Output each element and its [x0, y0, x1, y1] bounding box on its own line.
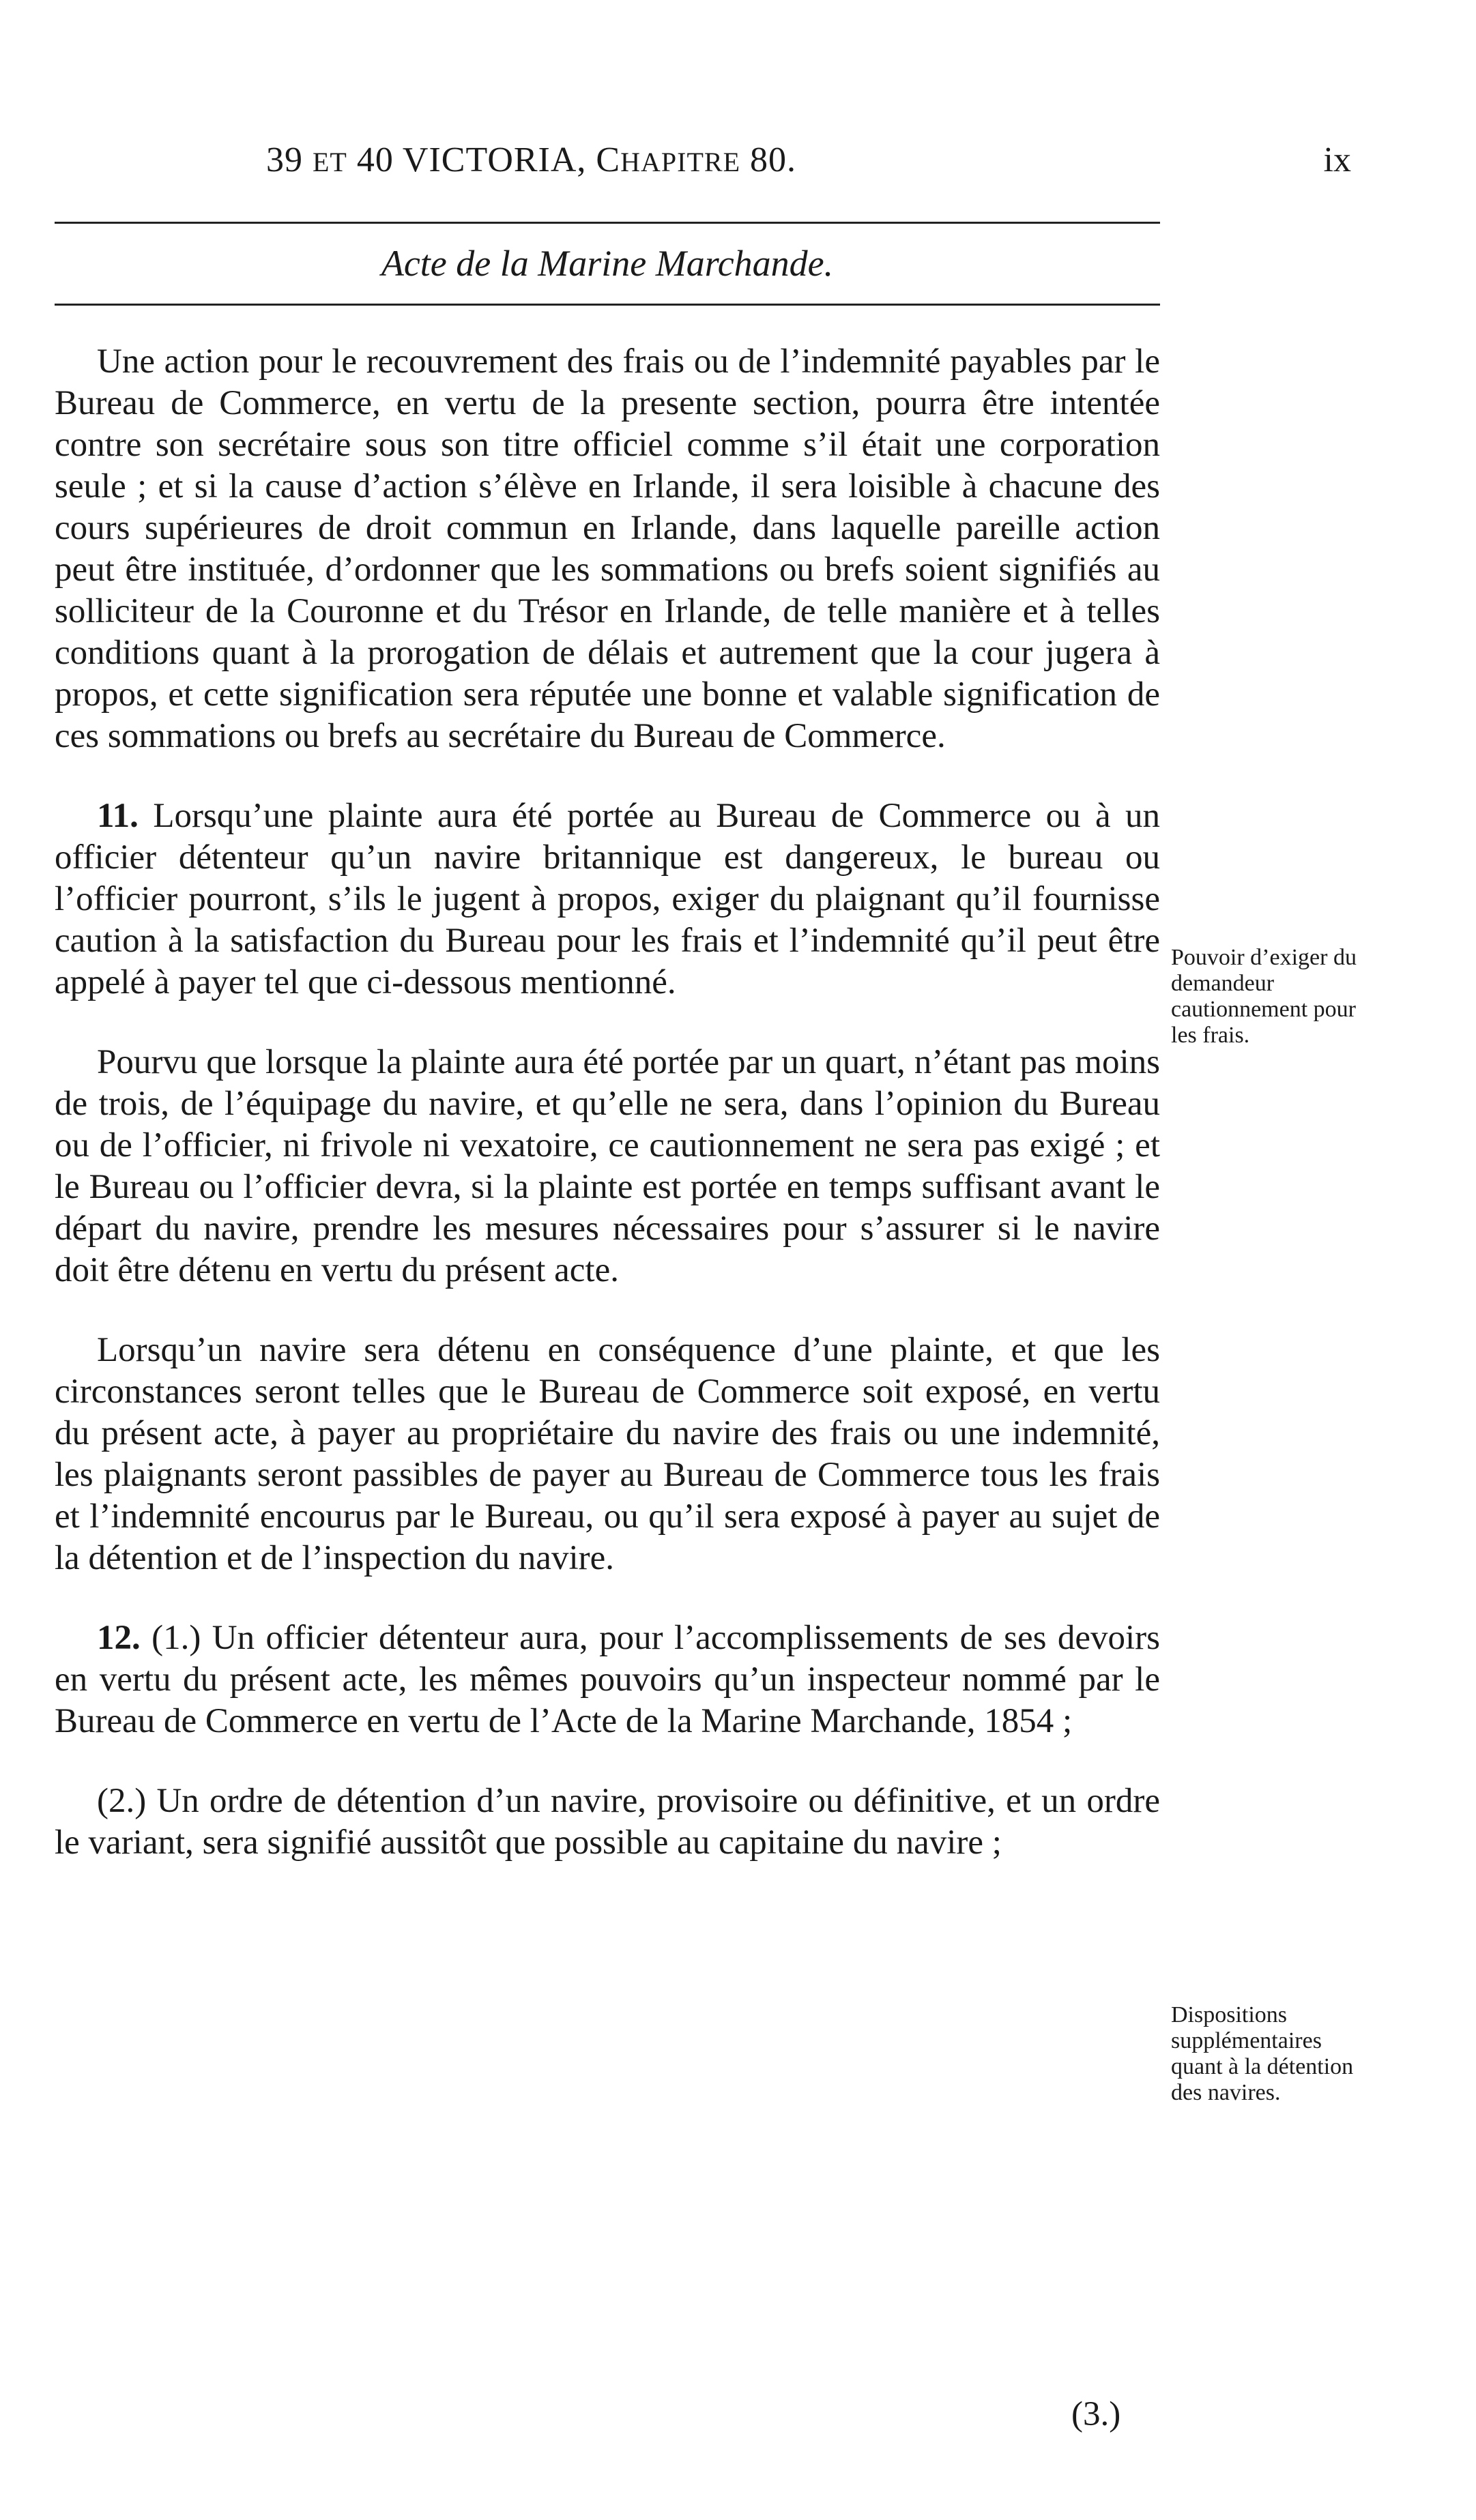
- title-chapter-word: HAPITRE: [620, 147, 740, 177]
- paragraph: [55, 1042, 1160, 1291]
- title-chapter-initial: C: [596, 141, 621, 179]
- paragraph-text: Pourvu que lorsque la plainte aura été portée par un quart, n’étant pas moins de trois, de l’équipage du navire, et qu’elle ne sera, dans l’opinion du Bureau ou de l’officier, ni frivole ni vexatoire, ce cautionnement ne sera pas exigé ; et le Bureau ou l’officier devra, si la plainte est portée en temps suffisant avant le départ du navire, prendre les mesures nécessaires pour s’assurer si le navire doit être détenu en vertu du présent acte.: [55, 1043, 1160, 1289]
- paragraph: [55, 1781, 1160, 1864]
- page-number: ix: [1323, 141, 1351, 179]
- catchword: (3.): [1071, 2395, 1121, 2433]
- running-header: [55, 140, 1351, 188]
- paragraph: [55, 1330, 1160, 1579]
- paragraph: [55, 341, 1160, 757]
- sidenote-section-12: Dispositions supplémentaires quant à la détention des navires.: [1171, 2002, 1354, 2105]
- title-year-number: 39: [266, 141, 303, 179]
- title-chapter-number: 80.: [740, 141, 796, 179]
- section-number: 11.: [97, 797, 139, 835]
- header-rule-top: [55, 222, 1160, 224]
- act-subtitle: Acte de la Marine Marchande.: [381, 243, 834, 284]
- paragraph-text: Lorsqu’un navire sera détenu en conséquence d’une plainte, et que les circonstances seront telles que le Bureau de Commerce soit exposé, en vertu du présent acte, à payer au propriétaire du navire des frais ou une indemnité, les plaignants seront passibles de payer au Bureau de Commerce tous les frais et l’indemnité encourus par le Bureau, ou qu’il sera exposé à payer au sujet de la détention et de l’inspection du navire.: [55, 1331, 1160, 1577]
- paragraph-section-12: [55, 1617, 1160, 1742]
- running-title: [266, 140, 796, 180]
- body-text: [55, 341, 1160, 1864]
- paragraph-section-11: [55, 795, 1160, 1003]
- paragraph-text: Une action pour le recouvrement des frais ou de l’indemnité payables par le Bureau de Commerce, en vertu de la presente section, pourra être intentée contre son secrétaire sous son titre officiel comme s’il était une corporation seule ; et si la cause d’action s’élève en Irlande, il sera loisible à chacune des cours supérieures de droit commun en Irlande, dans laquelle pareille action peut être instituée, d’ordonner que les sommations ou brefs soient signifiés au solliciteur de la Couronne et du Trésor en Irlande, de telle manière et à telles conditions quant à la prorogation de délais et autrement que la cour jugera à propos, et cette signification sera réputée une bonne et valable signification de ces sommations ou brefs au secrétaire du Bureau de Commerce.: [55, 342, 1160, 755]
- paragraph-text: (2.) Un ordre de détention d’un navire, provisoire ou définitive, et un ordre le variant, sera signifié aussitôt que possible au capitaine du navire ;: [55, 1782, 1160, 1862]
- title-et: ET: [313, 147, 347, 177]
- header-rule-bottom: [55, 304, 1160, 306]
- paragraph-text: (1.) Un officier détenteur aura, pour l’accomplissements de ses devoirs en vertu du présent acte, les mêmes pouvoirs qu’un inspecteur nommé par le Bureau de Commerce en vertu de l’Acte de la Marine Marchande, 1854 ;: [55, 1619, 1160, 1740]
- title-victoria: 40 VICTORIA,: [356, 141, 596, 179]
- paragraph-text: Lorsqu’une plainte aura été portée au Bureau de Commerce ou à un officier détenteur qu’un navire britannique est dangereux, le bureau ou l’officier pourront, s’ils le jugent à propos, exiger du plaignant qu’il fournisse caution à la satisfaction du Bureau pour les frais et l’indemnité qu’il peut être appelé à payer tel que ci-dessous mentionné.: [55, 797, 1160, 1001]
- sidenote-section-11: Pouvoir d’exiger du demandeur cautionnement pour les frais.: [1171, 945, 1357, 1048]
- section-number: 12.: [97, 1619, 141, 1657]
